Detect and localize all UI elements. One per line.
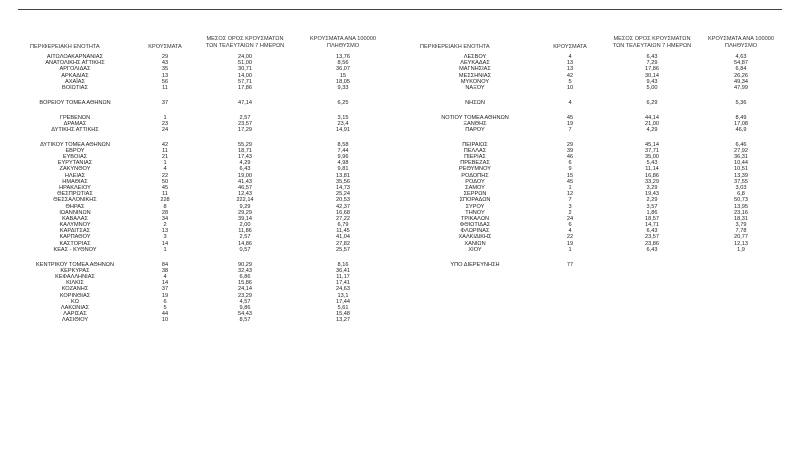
region-name: ΚΕΦΑΛΛΗΝΙΑΣ — [55, 274, 95, 280]
cases-value: 11 — [162, 191, 168, 198]
cases-value: 24 — [566, 215, 574, 222]
avg-value: 29,29 — [238, 209, 252, 216]
region-name: ΚΑΣΤΟΡΙΑΣ — [59, 240, 91, 247]
rate-value: 7,78 — [735, 228, 747, 235]
avg-value: 17,29 — [238, 126, 252, 133]
avg-value: 11,14 — [645, 166, 659, 173]
rate-value: 6,79 — [337, 222, 349, 229]
rate-value: 14,73 — [336, 184, 350, 191]
avg-value: 7,29 — [646, 60, 658, 67]
avg-value: 0,57 — [239, 246, 251, 253]
cases-value: 8 — [163, 203, 167, 210]
region-name: ΡΟΔΟΠΗΣ — [461, 172, 489, 179]
avg-value: 17,43 — [238, 154, 252, 161]
avg-value: 14,86 — [238, 240, 252, 247]
cases-value: 22 — [161, 172, 169, 179]
region-name: ΘΕΣΣΑΛΟΝΙΚΗΣ — [53, 197, 97, 204]
region-name: ΒΟΙΩΤΙΑΣ — [62, 84, 88, 91]
avg-value: 6,43 — [646, 228, 658, 235]
rate-value: 41,04 — [336, 234, 350, 241]
region-name: ΘΗΡΑΣ — [65, 203, 85, 210]
avg-value: 18,57 — [645, 215, 659, 222]
avg-value: 24,00 — [238, 54, 252, 60]
avg-value: 2,29 — [646, 197, 658, 204]
cases-value: 2 — [568, 209, 572, 216]
avg-value: 41,43 — [238, 178, 252, 185]
avg-value: 15,86 — [238, 280, 252, 287]
rate-value: 6,8 — [737, 191, 745, 198]
avg-value: 19,43 — [645, 191, 659, 198]
cases-value: 19 — [161, 292, 169, 299]
rate-value: 3,79 — [735, 222, 747, 229]
rate-value: 13,81 — [336, 172, 350, 179]
left-header-rate-line2: ΠΛΗΘΥΣΜΟ — [326, 42, 360, 49]
region-name: ΓΡΕΒΕΝΩΝ — [59, 114, 91, 121]
region-name: ΑΡΓΟΛΙΔΑΣ — [59, 66, 91, 73]
rate-value: 6,84 — [735, 66, 747, 73]
cases-value: 19 — [566, 240, 574, 247]
cases-value: 19 — [566, 120, 574, 127]
region-name: ΑΝΑΤΟΛΙΚΗΣ ΑΤΤΙΚΗΣ — [45, 60, 105, 67]
region-name: ΛΑΡΙΣΑΣ — [63, 311, 87, 318]
avg-value: 46,57 — [238, 184, 252, 191]
cases-value: 4 — [568, 228, 572, 235]
right-header-avg — [612, 36, 692, 49]
cases-value: 43 — [161, 60, 169, 67]
left-header-region: ΠΕΡΙΦΕΡΕΙΑΚΗ ΕΝΟΤΗΤΑ — [30, 44, 100, 50]
cases-value: 13 — [566, 66, 574, 73]
right-header-avg-line2: ΤΩΝ ΤΕΛΕΥΤΑΙΩΝ 7 ΗΜΕΡΩΝ — [612, 42, 692, 49]
avg-value: 11,86 — [238, 228, 252, 235]
avg-value: 3,57 — [646, 203, 658, 210]
cases-value: 5 — [163, 304, 167, 311]
rate-value: 36,31 — [734, 154, 748, 161]
cases-value: 1 — [163, 246, 167, 253]
avg-value: 32,43 — [238, 267, 252, 274]
avg-value: 3,29 — [646, 184, 658, 191]
spacer-row — [400, 91, 800, 100]
rate-value: 47,99 — [734, 84, 748, 91]
avg-value: 8,57 — [239, 317, 251, 324]
cases-value: 11 — [162, 147, 168, 154]
cases-value: 45 — [161, 184, 169, 191]
cases-value: 21 — [161, 154, 169, 161]
rate-value: 11,45 — [336, 228, 350, 235]
cases-value: 1 — [568, 184, 572, 191]
rate-value: 12,13 — [734, 240, 748, 247]
rate-value: 54,87 — [734, 60, 748, 67]
region-name: ΡΕΘΥΜΝΟΥ — [459, 166, 491, 173]
right-header-rate-line1: ΚΡΟΥΣΜΑΤΑ ΑΝΑ 100000 — [708, 36, 774, 42]
spacer-row — [0, 253, 400, 262]
region-name: ΗΛΕΙΑΣ — [64, 172, 86, 179]
cases-value: 15 — [566, 172, 574, 179]
spacer-row — [0, 106, 400, 115]
cases-value: 10 — [161, 317, 169, 324]
region-name: ΠΕΛΛΑΣ — [463, 147, 487, 154]
cases-value: 14 — [161, 280, 169, 287]
cases-value: 29 — [566, 141, 574, 148]
rate-value: 9,81 — [337, 166, 349, 173]
cases-value: 228 — [160, 197, 170, 204]
region-name: ΔΥΤΙΚΟΥ ΤΟΜΕΑ ΑΘΗΝΩΝ — [40, 141, 110, 148]
avg-value: 2,57 — [239, 234, 251, 241]
avg-value: 9,86 — [239, 304, 251, 311]
right-header-rate — [701, 36, 781, 49]
rate-value: 26,26 — [734, 72, 748, 79]
rate-value: 7,44 — [337, 147, 349, 154]
avg-value: 14,71 — [645, 222, 659, 229]
rate-value: 3,15 — [337, 114, 349, 121]
region-name: ΦΛΩΡΙΝΑΣ — [460, 228, 490, 235]
avg-value: 14,00 — [238, 72, 252, 79]
left-header-rate-line1: ΚΡΟΥΣΜΑΤΑ ΑΝΑ 100000 — [310, 36, 376, 42]
region-name: ΣΑΜΟΥ — [465, 184, 485, 191]
region-name: ΚΑΛΥΜΝΟΥ — [59, 222, 91, 229]
region-name: ΛΑΣΙΘΙΟΥ — [61, 317, 89, 324]
right-header-region: ΠΕΡΙΦΕΡΕΙΑΚΗ ΕΝΟΤΗΤΑ — [420, 44, 490, 50]
cases-value: 29 — [161, 54, 169, 60]
cases-value: 42 — [566, 72, 574, 79]
avg-value: 23,57 — [645, 234, 659, 241]
avg-value: 4,57 — [239, 298, 251, 305]
region-name: ΤΗΝΟΥ — [465, 209, 485, 216]
avg-value: 2,00 — [239, 222, 251, 229]
avg-value: 6,86 — [239, 274, 251, 280]
left-header-cases: ΚΡΟΥΣΜΑΤΑ — [148, 44, 182, 50]
region-name: ΛΑΚΩΝΙΑΣ — [60, 304, 90, 311]
left-table — [0, 54, 400, 324]
cases-value: 45 — [566, 178, 574, 185]
region-name: ΔΡΑΜΑΣ — [63, 120, 87, 127]
region-name: ΣΕΡΡΩΝ — [463, 191, 487, 198]
cases-value: 6 — [163, 298, 167, 305]
avg-value: 2,57 — [239, 114, 251, 121]
cases-value: 34 — [161, 215, 169, 222]
avg-value: 35,00 — [645, 154, 659, 161]
avg-value: 17,86 — [645, 66, 659, 73]
rate-value: 23,16 — [734, 209, 748, 216]
rate-value: 8,16 — [337, 261, 349, 268]
region-name: ΜΑΓΝΗΣΙΑΣ — [459, 66, 491, 73]
rate-value: 13,27 — [336, 317, 350, 324]
cases-value: 35 — [161, 66, 169, 73]
region-name: ΠΕΙΡΑΙΩΣ — [462, 141, 488, 148]
avg-value: 44,14 — [645, 114, 659, 121]
region-name: ΣΥΡΟΥ — [465, 203, 485, 210]
right-table — [400, 54, 800, 268]
rate-value: 16,68 — [336, 209, 350, 216]
cases-value: 14 — [161, 240, 169, 247]
region-name: ΛΕΥΚΑΔΑΣ — [460, 60, 490, 67]
table-row — [400, 262, 800, 268]
rate-value: 17,41 — [336, 280, 350, 287]
left-header-avg-line2: ΤΩΝ ΤΕΛΕΥΤΑΙΩΝ 7 ΗΜΕΡΩΝ — [205, 42, 285, 49]
avg-value: 4,29 — [239, 160, 251, 167]
rate-value: 8,58 — [337, 141, 349, 148]
cases-value: 1 — [163, 114, 167, 121]
region-name: ΕΥΒΟΙΑΣ — [62, 154, 88, 161]
rate-value: 13,95 — [734, 203, 748, 210]
rate-value: 17,44 — [336, 298, 350, 305]
avg-value: 4,29 — [646, 126, 658, 133]
left-header-rate — [303, 36, 383, 49]
avg-value: 5,43 — [646, 160, 658, 167]
rate-value: 15 — [339, 72, 347, 79]
avg-value: 23,86 — [645, 240, 659, 247]
rate-value: 27,22 — [336, 215, 350, 222]
region-name: ΧΑΝΙΩΝ — [464, 240, 486, 247]
region-name: ΠΙΕΡΙΑΣ — [464, 154, 486, 161]
cases-value: 44 — [161, 311, 169, 318]
cases-value: 4 — [568, 54, 572, 60]
region-name: ΚΙΛΚΙΣ — [66, 280, 84, 287]
region-name: ΞΑΝΘΗΣ — [463, 120, 487, 127]
region-name: ΔΥΤΙΚΗΣ ΑΤΤΙΚΗΣ — [51, 126, 99, 133]
avg-value: 51,00 — [238, 60, 252, 67]
avg-value: 6,29 — [646, 99, 658, 106]
cases-value: 7 — [568, 197, 572, 204]
cases-value: 50 — [161, 178, 169, 185]
avg-value: 1,86 — [646, 209, 658, 216]
region-name: ΗΡΑΚΛΕΙΟΥ — [59, 184, 91, 191]
cases-value: 4 — [163, 274, 167, 280]
rate-value: 50,73 — [734, 197, 748, 204]
cases-value: 6 — [568, 160, 572, 167]
cases-value: 37 — [161, 99, 169, 106]
region-name: ΙΩΑΝΝΙΝΩΝ — [59, 209, 91, 216]
cases-value: 45 — [566, 114, 574, 121]
avg-value: 19,00 — [238, 172, 252, 179]
avg-value: 6,43 — [646, 54, 658, 60]
region-name: ΜΕΣΣΗΝΙΑΣ — [458, 72, 492, 79]
region-name: ΑΡΚΑΔΙΑΣ — [61, 72, 89, 79]
rate-value: 5,61 — [337, 304, 349, 311]
region-name: ΦΘΙΩΤΙΔΑΣ — [459, 222, 491, 229]
region-name: ΡΟΔΟΥ — [465, 178, 485, 185]
rate-value: 35,56 — [336, 178, 350, 185]
cases-value: 13 — [161, 72, 169, 79]
rate-value: 9,96 — [337, 154, 349, 161]
cases-value: 4 — [568, 99, 572, 106]
cases-value: 38 — [161, 267, 169, 274]
rate-value: 3,03 — [735, 184, 747, 191]
rate-value: 6,25 — [337, 99, 349, 106]
region-name: ΚΑΒΑΛΑΣ — [62, 215, 88, 222]
region-name: ΛΕΣΒΟΥ — [463, 54, 487, 60]
avg-value: 57,71 — [238, 78, 252, 85]
cases-value: 9 — [568, 166, 572, 173]
region-name: ΚΟΡΙΝΘΙΑΣ — [59, 292, 91, 299]
cases-value: 2 — [163, 222, 167, 229]
cases-value: 42 — [161, 141, 169, 148]
table-row — [0, 317, 400, 323]
spacer-row — [400, 133, 800, 142]
region-name: ΧΑΛΚΙΔΙΚΗΣ — [458, 234, 492, 241]
avg-value: 39,14 — [238, 215, 252, 222]
cases-value: 3 — [163, 234, 167, 241]
rate-value: 20,53 — [336, 197, 350, 204]
rate-value: 23,4 — [337, 120, 349, 127]
rate-value: 24,63 — [336, 286, 350, 293]
region-name: ΝΑΞΟΥ — [465, 84, 485, 91]
cases-value: 5 — [568, 78, 572, 85]
cases-value: 4 — [163, 166, 167, 173]
avg-value: 24,14 — [238, 286, 252, 293]
avg-value: 47,14 — [238, 99, 252, 106]
spacer-row — [0, 91, 400, 100]
region-name: ΠΡΕΒΕΖΑΣ — [460, 160, 490, 167]
avg-value: 9,43 — [646, 78, 658, 85]
right-header-avg-line1: ΜΕΣΟΣ ΟΡΟΣ ΚΡΟΥΣΜΑΤΩΝ — [613, 36, 691, 42]
rate-value: 8,56 — [337, 60, 349, 67]
region-name: ΖΑΚΥΝΘΟΥ — [59, 166, 91, 173]
region-name: ΕΥΡΥΤΑΝΙΑΣ — [57, 160, 93, 167]
rate-value: 17,08 — [734, 120, 748, 127]
avg-value: 30,71 — [238, 66, 252, 73]
rate-value: 27,82 — [336, 240, 350, 247]
avg-value: 21,00 — [645, 120, 659, 127]
region-name: ΚΩ — [71, 298, 79, 305]
rate-value: 8,49 — [735, 114, 747, 121]
top-rule — [18, 9, 782, 10]
region-name: ΚΕΑΣ - ΚΥΘΝΟΥ — [53, 246, 97, 253]
avg-value: 33,29 — [645, 178, 659, 185]
cases-value: 22 — [566, 234, 574, 241]
cases-value: 84 — [161, 261, 169, 268]
cases-value: 10 — [566, 84, 574, 91]
region-name: ΚΟΖΑΝΗΣ — [61, 286, 89, 293]
rate-value: 27,92 — [734, 147, 748, 154]
avg-value: 54,43 — [238, 311, 252, 318]
cases-value: 12 — [566, 191, 574, 198]
rate-value: 49,34 — [734, 78, 748, 85]
rate-value: 9,33 — [337, 84, 349, 91]
rate-value: 1,9 — [737, 246, 745, 253]
region-name: ΚΕΝΤΡΙΚΟΥ ΤΟΜΕΑ ΑΘΗΝΩΝ — [35, 261, 114, 268]
region-name: ΚΕΡΚΥΡΑΣ — [60, 267, 90, 274]
spacer-row — [0, 133, 400, 142]
rate-value: 36,41 — [336, 267, 350, 274]
left-header-avg — [205, 36, 285, 49]
right-header-rate-line2: ΠΛΗΘΥΣΜΟ — [724, 42, 758, 49]
rate-value: 14,91 — [336, 126, 350, 133]
avg-value: 30,14 — [645, 72, 659, 79]
cases-value: 28 — [161, 209, 169, 216]
region-name: ΘΕΣΠΡΩΤΙΑΣ — [57, 191, 93, 198]
cases-value: 3 — [568, 203, 572, 210]
avg-value: 9,29 — [239, 203, 251, 210]
right-header-cases: ΚΡΟΥΣΜΑΤΑ — [553, 44, 587, 50]
region-name: ΚΑΡΔΙΤΣΑΣ — [59, 228, 91, 235]
spacer-row — [400, 253, 800, 262]
avg-value: 16,86 — [645, 172, 659, 179]
region-name: ΣΠΟΡΑΔΩΝ — [459, 197, 491, 204]
rate-value: 18,31 — [734, 215, 748, 222]
rate-value: 46,9 — [735, 126, 747, 133]
cases-value: 7 — [568, 126, 572, 133]
region-name: ΑΙΤΩΛΟΑΚΑΡΝΑΝΙΑΣ — [46, 54, 104, 60]
region-name: ΤΡΙΚΑΛΩΝ — [460, 215, 490, 222]
rate-value: 10,51 — [734, 166, 748, 173]
avg-value: 23,29 — [238, 292, 252, 299]
cases-value: 37 — [161, 286, 169, 293]
avg-value: 55,29 — [238, 141, 252, 148]
rate-value: 20,77 — [734, 234, 748, 241]
region-name: ΝΟΤΙΟΥ ΤΟΜΕΑ ΑΘΗΝΩΝ — [441, 114, 509, 121]
region-name: ΠΑΡΟΥ — [465, 126, 485, 133]
rate-value: 36,07 — [336, 66, 350, 73]
avg-value: 23,57 — [238, 120, 252, 127]
region-name: ΑΧΑΪΑΣ — [65, 78, 85, 85]
rate-value: 18,05 — [336, 78, 350, 85]
rate-value: 11,17 — [336, 274, 350, 280]
cases-value: 24 — [161, 126, 169, 133]
avg-value: 12,43 — [238, 191, 252, 198]
rate-value: 25,57 — [336, 246, 350, 253]
rate-value: 13,39 — [734, 172, 748, 179]
rate-value: 13,76 — [336, 54, 350, 60]
avg-value: 222,14 — [236, 197, 254, 204]
region-name: ΗΜΑΘΙΑΣ — [62, 178, 88, 185]
cases-value: 77 — [566, 261, 574, 268]
avg-value: 6,43 — [239, 166, 251, 173]
cases-value: 13 — [161, 228, 169, 235]
rate-value: 5,36 — [735, 99, 747, 106]
region-name: ΒΟΡΕΙΟΥ ΤΟΜΕΑ ΑΘΗΝΩΝ — [39, 99, 111, 106]
avg-value: 45,14 — [645, 141, 659, 148]
rate-value: 37,55 — [734, 178, 748, 185]
cases-value: 11 — [162, 84, 168, 91]
rate-value: 15,48 — [336, 311, 350, 318]
region-name: ΧΙΟΥ — [468, 246, 482, 253]
rate-value: 10,44 — [734, 160, 748, 167]
avg-value: 90,29 — [238, 261, 252, 268]
region-name: ΝΗΣΩΝ — [465, 99, 485, 106]
cases-value: 1 — [163, 160, 167, 167]
cases-value: 56 — [161, 78, 169, 85]
rate-value: 6,46 — [735, 141, 747, 148]
cases-value: 1 — [568, 246, 572, 253]
cases-value: 23 — [161, 120, 169, 127]
region-name: ΥΠΟ ΔΙΕΡΕΥΝΗΣΗ — [450, 261, 500, 268]
rate-value: 25,24 — [336, 191, 350, 198]
cases-value: 13 — [566, 60, 574, 67]
rate-value: 4,98 — [337, 160, 349, 167]
rate-value: 4,63 — [735, 54, 747, 60]
left-header-avg-line1: ΜΕΣΟΣ ΟΡΟΣ ΚΡΟΥΣΜΑΤΩΝ — [206, 36, 284, 42]
region-name: ΕΒΡΟΥ — [65, 147, 85, 154]
region-name: ΚΑΡΠΑΘΟΥ — [59, 234, 91, 241]
avg-value: 5,00 — [646, 84, 658, 91]
avg-value: 18,71 — [238, 147, 252, 154]
cases-value: 39 — [566, 147, 574, 154]
region-name: ΜΥΚΟΝΟΥ — [460, 78, 490, 85]
avg-value: 6,43 — [646, 246, 658, 253]
avg-value: 17,86 — [238, 84, 252, 91]
spacer-row — [400, 106, 800, 115]
cases-value: 6 — [568, 222, 572, 229]
cases-value: 46 — [566, 154, 574, 161]
avg-value: 37,71 — [645, 147, 659, 154]
rate-value: 13,1 — [337, 292, 349, 299]
rate-value: 42,37 — [336, 203, 350, 210]
